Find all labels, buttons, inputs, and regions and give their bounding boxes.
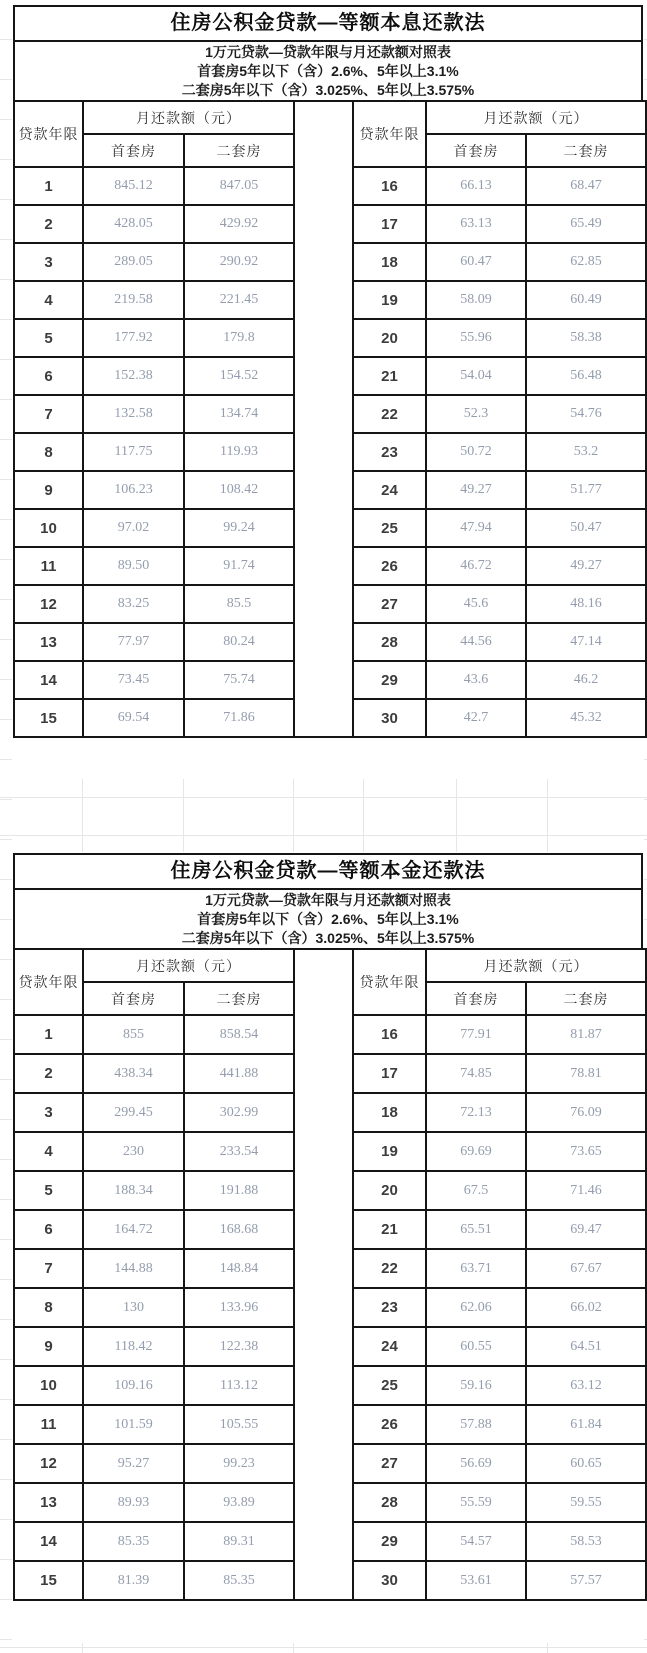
first-home-value-cell: 130 — [83, 1288, 184, 1327]
second-home-value-cell: 61.84 — [526, 1405, 646, 1444]
loan-term-cell: 20 — [353, 319, 426, 357]
loan-term-cell: 15 — [14, 1561, 83, 1600]
loan-term-cell: 21 — [353, 357, 426, 395]
table-row — [353, 1171, 646, 1210]
loan-term-cell: 10 — [14, 509, 83, 547]
first-home-value-cell: 74.85 — [426, 1054, 526, 1093]
table-row — [353, 1522, 646, 1561]
monthly-payment-header: 月还款额（元） — [426, 101, 646, 134]
table-row — [14, 1561, 294, 1600]
table-row — [14, 357, 294, 395]
sheet-gridline — [547, 779, 548, 852]
monthly-payment-header: 月还款额（元） — [426, 949, 646, 982]
second-home-value-cell: 191.88 — [184, 1171, 294, 1210]
loan-term-cell: 7 — [14, 395, 83, 433]
second-home-value-cell: 154.52 — [184, 357, 294, 395]
second-home-value-cell: 290.92 — [184, 243, 294, 281]
table-row — [353, 319, 646, 357]
sheet-gridline — [0, 797, 647, 798]
first-home-value-cell: 95.27 — [83, 1444, 184, 1483]
first-home-header: 首套房 — [83, 982, 184, 1015]
loan-term-cell: 16 — [353, 167, 426, 205]
first-home-value-cell: 55.96 — [426, 319, 526, 357]
first-home-value-cell: 67.5 — [426, 1171, 526, 1210]
loan-term-cell: 11 — [14, 547, 83, 585]
first-home-value-cell: 60.55 — [426, 1327, 526, 1366]
years-1-15-panel — [13, 948, 295, 1601]
second-home-value-cell: 858.54 — [184, 1015, 294, 1054]
table-body — [13, 948, 643, 1601]
first-home-value-cell: 69.69 — [426, 1132, 526, 1171]
sheet-gridline — [547, 1643, 548, 1653]
loan-term-cell: 30 — [353, 1561, 426, 1600]
loan-term-cell: 23 — [353, 1288, 426, 1327]
first-home-value-cell: 55.59 — [426, 1483, 526, 1522]
loan-term-cell: 1 — [14, 1015, 83, 1054]
first-home-value-cell: 42.7 — [426, 699, 526, 737]
first-home-value-cell: 177.92 — [83, 319, 184, 357]
table-title: 住房公积金贷款—等额本金还款法 — [13, 853, 643, 890]
first-home-value-cell: 152.38 — [83, 357, 184, 395]
loan-term-cell: 5 — [14, 1171, 83, 1210]
sheet-gridline — [183, 779, 184, 852]
table-row — [353, 205, 646, 243]
first-home-value-cell: 63.13 — [426, 205, 526, 243]
loan-term-cell: 19 — [353, 281, 426, 319]
first-home-value-cell: 63.71 — [426, 1249, 526, 1288]
table-row — [353, 1015, 646, 1054]
second-home-value-cell: 69.47 — [526, 1210, 646, 1249]
first-home-value-cell: 845.12 — [83, 167, 184, 205]
spacer-column — [295, 100, 352, 738]
sheet-gridline — [293, 779, 294, 852]
second-home-header: 二套房 — [526, 982, 646, 1015]
subtitle-line-2: 首套房5年以下（含）2.6%、5年以上3.1% — [197, 911, 459, 927]
sheet-gridline — [456, 779, 457, 852]
table-row — [353, 395, 646, 433]
subtitle-line-1: 1万元贷款—贷款年限与月还款额对照表 — [205, 44, 451, 60]
second-home-value-cell: 99.23 — [184, 1444, 294, 1483]
table-row — [14, 1288, 294, 1327]
loan-term-cell: 13 — [14, 623, 83, 661]
sheet-gridline — [0, 1647, 647, 1648]
first-home-value-cell: 69.54 — [83, 699, 184, 737]
second-home-value-cell: 80.24 — [184, 623, 294, 661]
second-home-value-cell: 221.45 — [184, 281, 294, 319]
subtitle-line-3: 二套房5年以下（含）3.025%、5年以上3.575% — [181, 82, 475, 98]
first-home-value-cell: 62.06 — [426, 1288, 526, 1327]
second-home-header: 二套房 — [184, 982, 294, 1015]
monthly-payment-header: 月还款额（元） — [83, 101, 294, 134]
first-home-value-cell: 109.16 — [83, 1366, 184, 1405]
table-row — [14, 433, 294, 471]
monthly-payment-header: 月还款额（元） — [83, 949, 294, 982]
second-home-value-cell: 68.47 — [526, 167, 646, 205]
table-row — [14, 319, 294, 357]
first-home-value-cell: 85.35 — [83, 1522, 184, 1561]
first-home-value-cell: 855 — [83, 1015, 184, 1054]
first-home-value-cell: 438.34 — [83, 1054, 184, 1093]
loan-term-cell: 12 — [14, 1444, 83, 1483]
loan-term-cell: 17 — [353, 205, 426, 243]
table-row — [14, 585, 294, 623]
table-row — [353, 1561, 646, 1600]
table-row — [353, 471, 646, 509]
second-home-value-cell: 56.48 — [526, 357, 646, 395]
loan-term-cell: 25 — [353, 509, 426, 547]
table-row — [353, 357, 646, 395]
table-row — [14, 167, 294, 205]
first-home-value-cell: 52.3 — [426, 395, 526, 433]
loan-term-cell: 9 — [14, 471, 83, 509]
first-home-header: 首套房 — [426, 134, 526, 167]
sheet-gridline — [0, 835, 647, 836]
second-home-value-cell: 78.81 — [526, 1054, 646, 1093]
loan-term-cell: 3 — [14, 243, 83, 281]
second-home-value-cell: 71.46 — [526, 1171, 646, 1210]
table-row — [14, 471, 294, 509]
first-home-value-cell: 66.13 — [426, 167, 526, 205]
second-home-value-cell: 113.12 — [184, 1366, 294, 1405]
loan-term-header: 贷款年限 — [14, 949, 83, 1015]
first-home-value-cell: 101.59 — [83, 1405, 184, 1444]
second-home-value-cell: 847.05 — [184, 167, 294, 205]
table-subtitle — [13, 42, 643, 100]
second-home-value-cell: 54.76 — [526, 395, 646, 433]
second-home-value-cell: 60.65 — [526, 1444, 646, 1483]
loan-term-cell: 18 — [353, 1093, 426, 1132]
second-home-value-cell: 49.27 — [526, 547, 646, 585]
table-row — [353, 1366, 646, 1405]
second-home-value-cell: 57.57 — [526, 1561, 646, 1600]
first-home-value-cell: 47.94 — [426, 509, 526, 547]
second-home-value-cell: 75.74 — [184, 661, 294, 699]
first-home-value-cell: 54.57 — [426, 1522, 526, 1561]
first-home-value-cell: 45.6 — [426, 585, 526, 623]
second-home-value-cell: 108.42 — [184, 471, 294, 509]
spacer-column — [295, 948, 352, 1601]
loan-term-cell: 5 — [14, 319, 83, 357]
table-row — [14, 1171, 294, 1210]
second-home-value-cell: 85.35 — [184, 1561, 294, 1600]
subtitle-line-1: 1万元贷款—贷款年限与月还款额对照表 — [205, 892, 451, 908]
loan-term-cell: 14 — [14, 661, 83, 699]
first-home-value-cell: 132.58 — [83, 395, 184, 433]
table-row — [14, 547, 294, 585]
second-home-value-cell: 89.31 — [184, 1522, 294, 1561]
sheet-gridline — [363, 779, 364, 852]
table-row — [353, 1249, 646, 1288]
loan-term-cell: 19 — [353, 1132, 426, 1171]
second-home-value-cell: 60.49 — [526, 281, 646, 319]
table-equal-principal-and-interest — [13, 5, 643, 738]
table-row — [14, 1210, 294, 1249]
table-row — [353, 1093, 646, 1132]
loan-term-cell: 6 — [14, 357, 83, 395]
first-home-value-cell: 219.58 — [83, 281, 184, 319]
second-home-value-cell: 93.89 — [184, 1483, 294, 1522]
table-row — [353, 585, 646, 623]
first-home-value-cell: 118.42 — [83, 1327, 184, 1366]
second-home-value-cell: 45.32 — [526, 699, 646, 737]
table-subtitle — [13, 890, 643, 948]
loan-term-cell: 22 — [353, 395, 426, 433]
first-home-value-cell: 144.88 — [83, 1249, 184, 1288]
table-equal-principal — [13, 853, 643, 1601]
first-home-value-cell: 299.45 — [83, 1093, 184, 1132]
loan-term-cell: 20 — [353, 1171, 426, 1210]
second-home-value-cell: 168.68 — [184, 1210, 294, 1249]
second-home-value-cell: 53.2 — [526, 433, 646, 471]
second-home-value-cell: 67.67 — [526, 1249, 646, 1288]
second-home-value-cell: 62.85 — [526, 243, 646, 281]
first-home-value-cell: 106.23 — [83, 471, 184, 509]
table-row — [353, 509, 646, 547]
sheet-gridline — [0, 0, 12, 1653]
second-home-value-cell: 133.96 — [184, 1288, 294, 1327]
loan-term-cell: 1 — [14, 167, 83, 205]
second-home-value-cell: 63.12 — [526, 1366, 646, 1405]
years-1-15-panel — [13, 100, 295, 738]
second-home-value-cell: 47.14 — [526, 623, 646, 661]
first-home-value-cell: 58.09 — [426, 281, 526, 319]
subtitle-line-2: 首套房5年以下（含）2.6%、5年以上3.1% — [197, 63, 459, 79]
loan-term-cell: 29 — [353, 1522, 426, 1561]
loan-term-cell: 6 — [14, 1210, 83, 1249]
table-row — [14, 1327, 294, 1366]
loan-term-cell: 17 — [353, 1054, 426, 1093]
sheet-gridline — [82, 779, 83, 852]
second-home-value-cell: 51.77 — [526, 471, 646, 509]
table-row — [353, 433, 646, 471]
table-row — [353, 1483, 646, 1522]
table-row — [353, 1444, 646, 1483]
second-home-value-cell: 58.38 — [526, 319, 646, 357]
table-row — [353, 699, 646, 737]
second-home-value-cell: 179.8 — [184, 319, 294, 357]
table-row — [353, 661, 646, 699]
table-row — [14, 281, 294, 319]
table-row — [14, 1522, 294, 1561]
loan-term-cell: 9 — [14, 1327, 83, 1366]
loan-term-cell: 25 — [353, 1366, 426, 1405]
subtitle-line-3: 二套房5年以下（含）3.025%、5年以上3.575% — [181, 930, 475, 946]
loan-term-cell: 4 — [14, 281, 83, 319]
first-home-value-cell: 65.51 — [426, 1210, 526, 1249]
second-home-value-cell: 81.87 — [526, 1015, 646, 1054]
loan-term-cell: 24 — [353, 471, 426, 509]
loan-term-cell: 26 — [353, 547, 426, 585]
loan-term-cell: 23 — [353, 433, 426, 471]
years-16-30-panel — [352, 948, 647, 1601]
first-home-value-cell: 60.47 — [426, 243, 526, 281]
loan-term-cell: 29 — [353, 661, 426, 699]
second-home-value-cell: 302.99 — [184, 1093, 294, 1132]
table-row — [14, 509, 294, 547]
loan-term-header: 贷款年限 — [353, 101, 426, 167]
second-home-value-cell: 65.49 — [526, 205, 646, 243]
second-home-value-cell: 91.74 — [184, 547, 294, 585]
table-row — [353, 243, 646, 281]
first-home-value-cell: 72.13 — [426, 1093, 526, 1132]
first-home-value-cell: 44.56 — [426, 623, 526, 661]
loan-term-cell: 28 — [353, 623, 426, 661]
loan-term-cell: 15 — [14, 699, 83, 737]
table-row — [14, 661, 294, 699]
loan-term-cell: 26 — [353, 1405, 426, 1444]
loan-term-cell: 27 — [353, 585, 426, 623]
second-home-value-cell: 73.65 — [526, 1132, 646, 1171]
table-row — [14, 1015, 294, 1054]
table-row — [14, 623, 294, 661]
second-home-value-cell: 76.09 — [526, 1093, 646, 1132]
first-home-value-cell: 43.6 — [426, 661, 526, 699]
table-row — [14, 1405, 294, 1444]
second-home-value-cell: 59.55 — [526, 1483, 646, 1522]
second-home-value-cell: 148.84 — [184, 1249, 294, 1288]
loan-term-cell: 28 — [353, 1483, 426, 1522]
first-home-value-cell: 57.88 — [426, 1405, 526, 1444]
first-home-value-cell: 73.45 — [83, 661, 184, 699]
second-home-header: 二套房 — [526, 134, 646, 167]
first-home-value-cell: 230 — [83, 1132, 184, 1171]
second-home-value-cell: 429.92 — [184, 205, 294, 243]
second-home-value-cell: 233.54 — [184, 1132, 294, 1171]
first-home-value-cell: 46.72 — [426, 547, 526, 585]
loan-term-cell: 18 — [353, 243, 426, 281]
table-row — [353, 1210, 646, 1249]
table-row — [353, 1132, 646, 1171]
loan-term-cell: 30 — [353, 699, 426, 737]
table-row — [14, 1132, 294, 1171]
table-row — [353, 623, 646, 661]
first-home-value-cell: 89.93 — [83, 1483, 184, 1522]
first-home-value-cell: 89.50 — [83, 547, 184, 585]
first-home-value-cell: 59.16 — [426, 1366, 526, 1405]
second-home-value-cell: 441.88 — [184, 1054, 294, 1093]
first-home-value-cell: 289.05 — [83, 243, 184, 281]
second-home-value-cell: 85.5 — [184, 585, 294, 623]
second-home-value-cell: 64.51 — [526, 1327, 646, 1366]
second-home-value-cell: 71.86 — [184, 699, 294, 737]
table-row — [14, 1483, 294, 1522]
first-home-header: 首套房 — [83, 134, 184, 167]
table-row — [14, 1249, 294, 1288]
second-home-value-cell: 122.38 — [184, 1327, 294, 1366]
loan-term-cell: 27 — [353, 1444, 426, 1483]
first-home-value-cell: 428.05 — [83, 205, 184, 243]
table-row — [14, 205, 294, 243]
table-row — [353, 167, 646, 205]
second-home-value-cell: 58.53 — [526, 1522, 646, 1561]
first-home-value-cell: 49.27 — [426, 471, 526, 509]
second-home-value-cell: 119.93 — [184, 433, 294, 471]
loan-term-cell: 7 — [14, 1249, 83, 1288]
first-home-value-cell: 83.25 — [83, 585, 184, 623]
second-home-value-cell: 66.02 — [526, 1288, 646, 1327]
loan-term-cell: 8 — [14, 1288, 83, 1327]
table-row — [14, 1054, 294, 1093]
loan-term-cell: 11 — [14, 1405, 83, 1444]
first-home-header: 首套房 — [426, 982, 526, 1015]
first-home-value-cell: 77.97 — [83, 623, 184, 661]
loan-term-cell: 3 — [14, 1093, 83, 1132]
first-home-value-cell: 97.02 — [83, 509, 184, 547]
loan-term-cell: 24 — [353, 1327, 426, 1366]
loan-term-cell: 14 — [14, 1522, 83, 1561]
table-row — [14, 1366, 294, 1405]
second-home-value-cell: 48.16 — [526, 585, 646, 623]
table-row — [353, 1288, 646, 1327]
years-16-30-panel — [352, 100, 647, 738]
table-title: 住房公积金贷款—等额本息还款法 — [13, 5, 643, 42]
second-home-value-cell: 46.2 — [526, 661, 646, 699]
second-home-value-cell: 99.24 — [184, 509, 294, 547]
table-row — [14, 1093, 294, 1132]
loan-term-cell: 8 — [14, 433, 83, 471]
table-row — [353, 1405, 646, 1444]
loan-term-cell: 10 — [14, 1366, 83, 1405]
table-row — [14, 395, 294, 433]
first-home-value-cell: 53.61 — [426, 1561, 526, 1600]
first-home-value-cell: 56.69 — [426, 1444, 526, 1483]
loan-term-cell: 21 — [353, 1210, 426, 1249]
table-row — [14, 699, 294, 737]
first-home-value-cell: 164.72 — [83, 1210, 184, 1249]
loan-term-cell: 13 — [14, 1483, 83, 1522]
sheet-gridline — [293, 1643, 294, 1653]
table-body — [13, 100, 643, 738]
first-home-value-cell: 50.72 — [426, 433, 526, 471]
loan-term-header: 贷款年限 — [353, 949, 426, 1015]
second-home-value-cell: 134.74 — [184, 395, 294, 433]
second-home-header: 二套房 — [184, 134, 294, 167]
first-home-value-cell: 81.39 — [83, 1561, 184, 1600]
loan-term-header: 贷款年限 — [14, 101, 83, 167]
loan-term-cell: 12 — [14, 585, 83, 623]
sheet-gridline — [82, 1643, 83, 1653]
first-home-value-cell: 117.75 — [83, 433, 184, 471]
loan-term-cell: 2 — [14, 205, 83, 243]
table-row — [353, 547, 646, 585]
first-home-value-cell: 77.91 — [426, 1015, 526, 1054]
first-home-value-cell: 188.34 — [83, 1171, 184, 1210]
table-row — [14, 243, 294, 281]
loan-term-cell: 2 — [14, 1054, 83, 1093]
first-home-value-cell: 54.04 — [426, 357, 526, 395]
second-home-value-cell: 50.47 — [526, 509, 646, 547]
loan-term-cell: 16 — [353, 1015, 426, 1054]
table-row — [14, 1444, 294, 1483]
loan-term-cell: 22 — [353, 1249, 426, 1288]
loan-term-cell: 4 — [14, 1132, 83, 1171]
second-home-value-cell: 105.55 — [184, 1405, 294, 1444]
table-row — [353, 1327, 646, 1366]
table-row — [353, 281, 646, 319]
table-row — [353, 1054, 646, 1093]
